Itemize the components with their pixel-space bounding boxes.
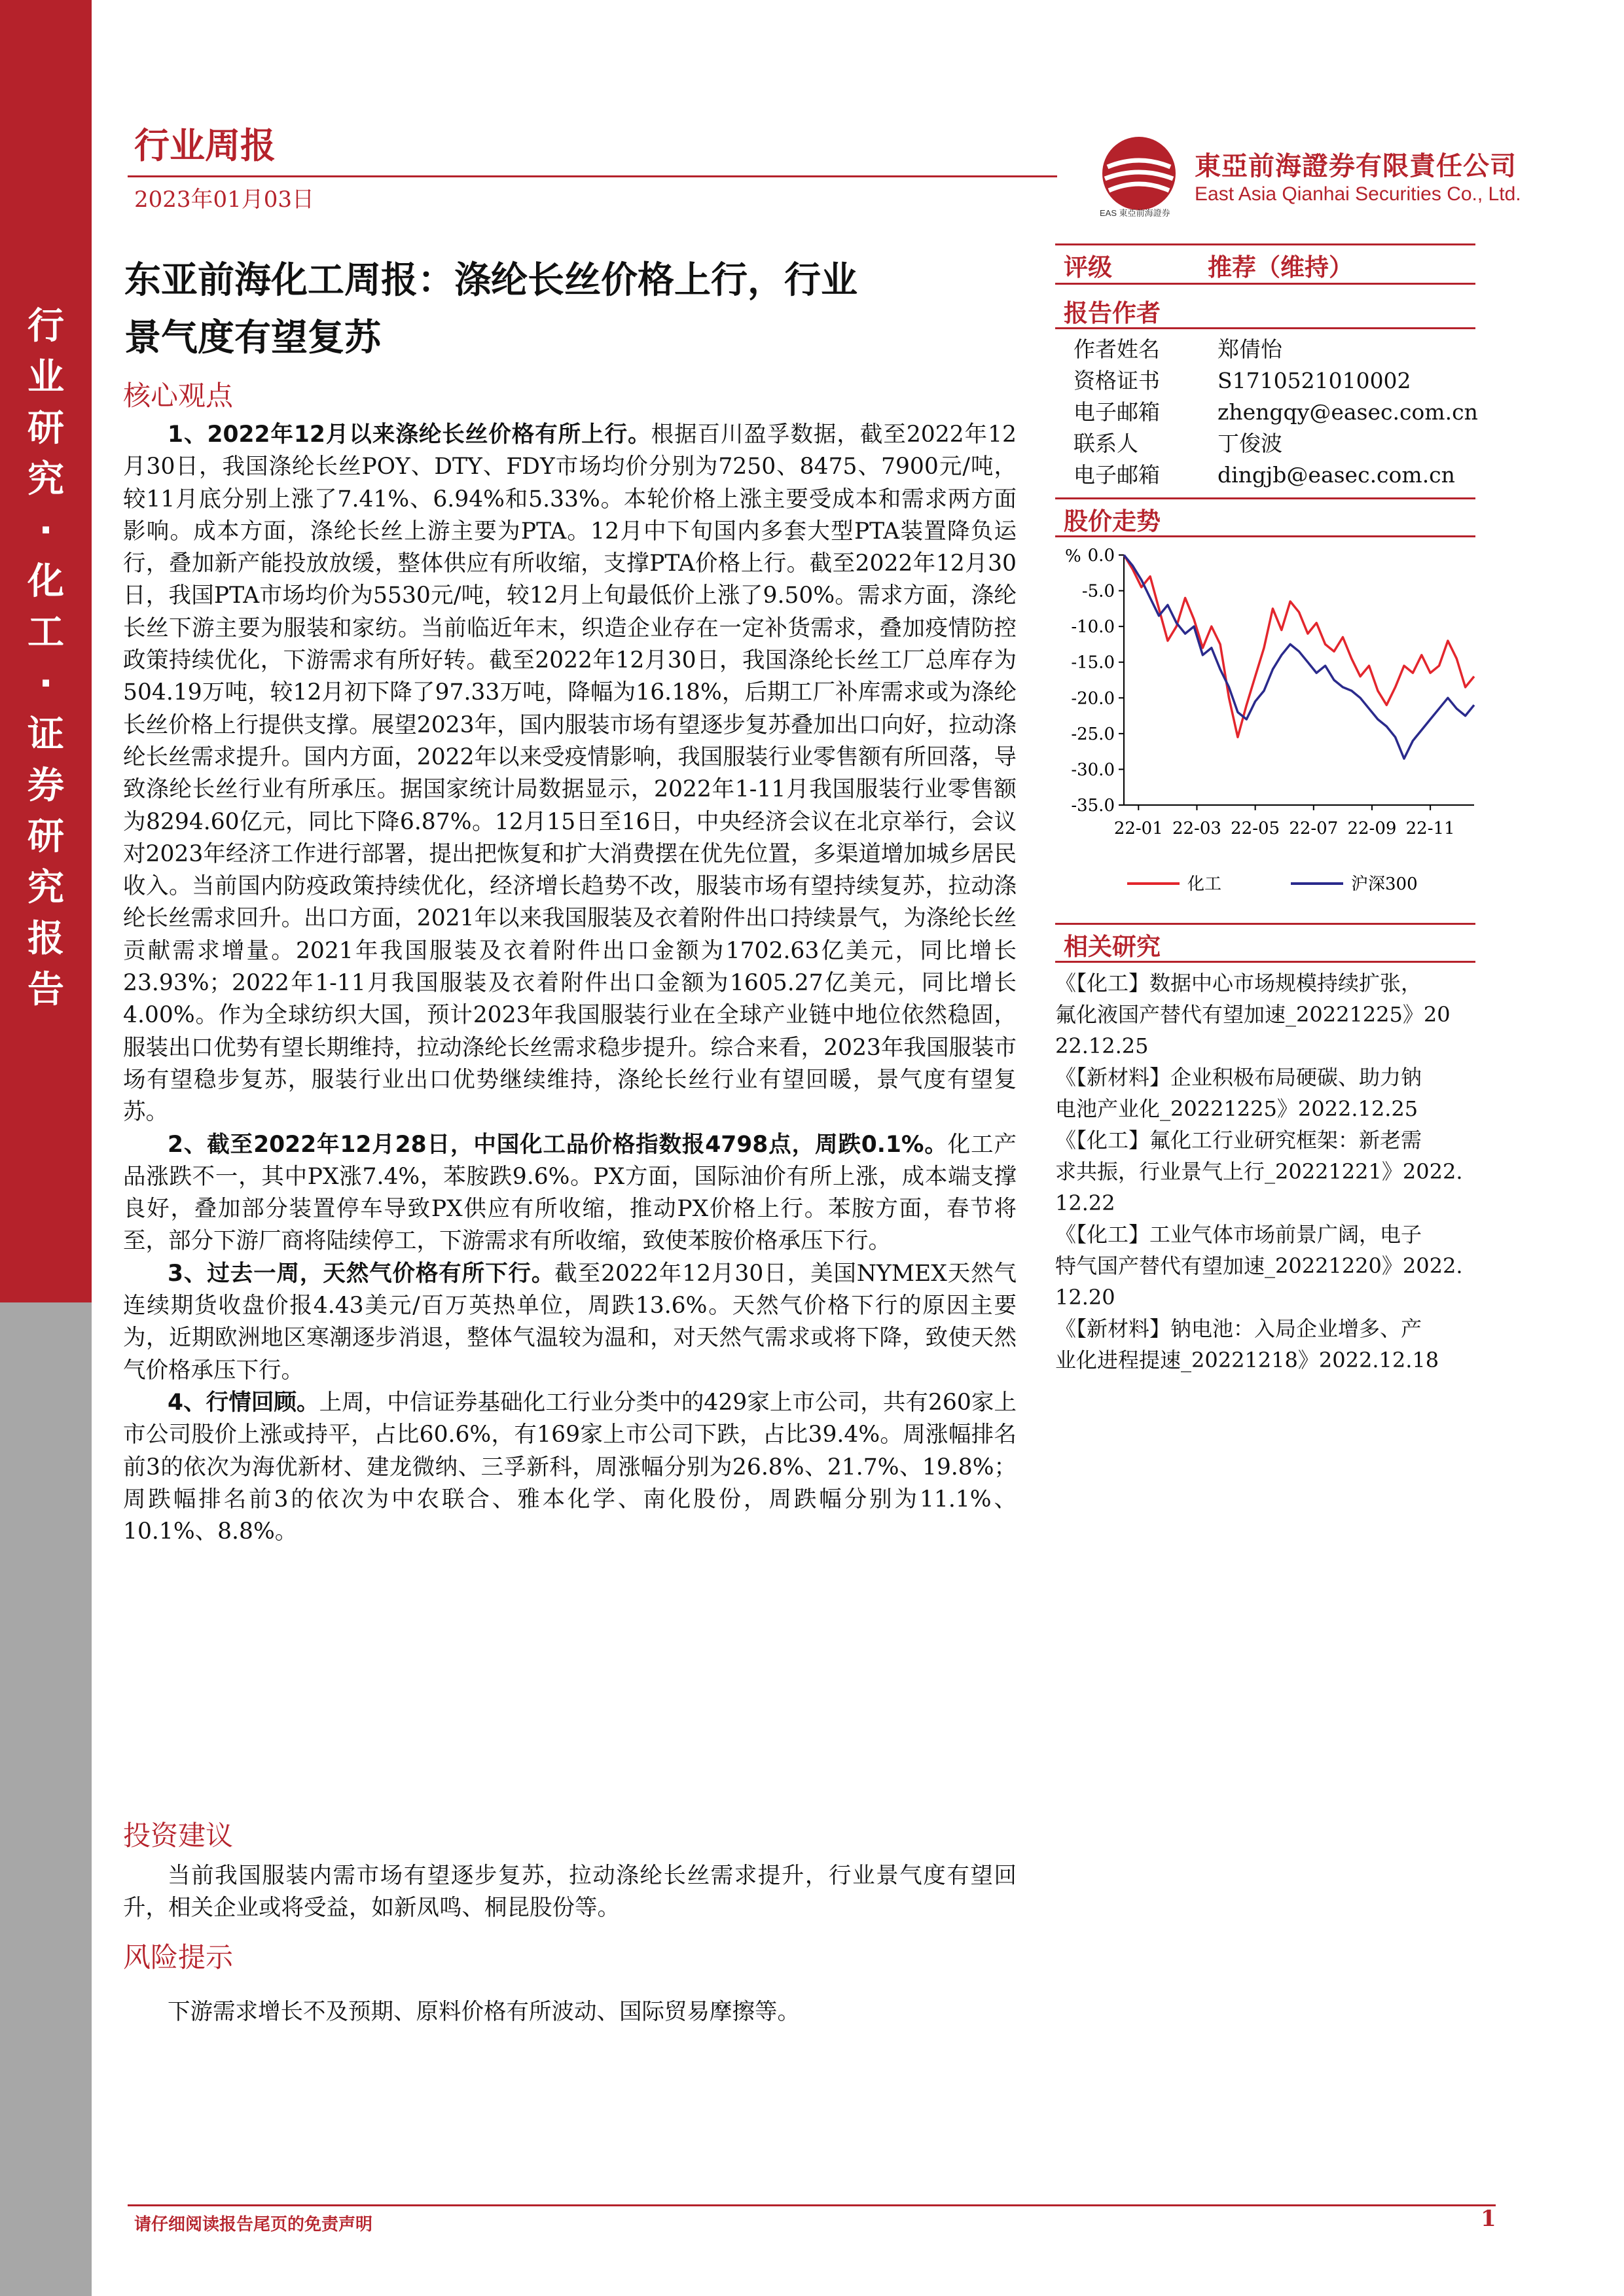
legend-label: 化工 <box>1187 874 1222 894</box>
left-sidebar <box>0 0 92 2296</box>
author-row <box>1074 458 1455 489</box>
stock-divider <box>1055 535 1475 537</box>
core-body <box>123 419 1017 1548</box>
paragraph-lead: 3、过去一周，天然气价格有所下行。 <box>168 1260 555 1287</box>
author-key: 电子邮箱 <box>1074 399 1160 425</box>
y-tick-label: -15.0 <box>1071 653 1115 673</box>
core-paragraph <box>123 1129 1017 1258</box>
related-item-line: 《【化工】工业气体市场前景广阔，电子 <box>1055 1222 1422 1247</box>
company-logo-icon <box>1100 134 1178 213</box>
sidebar-char: · <box>39 509 53 552</box>
y-tick-label: -5.0 <box>1081 581 1115 601</box>
sidebar-char: 研 <box>27 407 64 450</box>
x-tick-label: 22-03 <box>1172 819 1221 838</box>
sidebar-char: 化 <box>27 560 64 603</box>
rating-top-line <box>1055 243 1475 245</box>
company-name-en: East Asia Qianhai Securities Co., Ltd. <box>1195 183 1521 205</box>
author-value: 丁俊波 <box>1218 431 1282 456</box>
sidebar-char: 究 <box>27 867 64 909</box>
rating-label: 评级 <box>1064 253 1112 281</box>
sidebar-char: 究 <box>27 458 64 501</box>
author-key: 电子邮箱 <box>1074 462 1160 488</box>
paragraph-text: 化工产品涨跌不一，其中PX涨7.4%，苯胺跌9.6%。PX方面，国际油价有所上涨，成本端支撑良好，叠加部分装置停车导致PX供应有所收缩，推动PX价格上行。苯胺方面，春节将至，部分下游厂商将陆续停工，下游需求有所收缩，致使苯胺价格承压下行。 <box>123 1131 1017 1255</box>
related-item-line: 电池产业化_20221225》2022.12.25 <box>1055 1096 1418 1121</box>
report-type: 行业周报 <box>134 125 276 166</box>
related-section-title: 相关研究 <box>1064 933 1161 961</box>
y-unit-label: % <box>1065 547 1081 566</box>
rating-bottom-line <box>1055 283 1475 285</box>
author-row <box>1074 427 1282 457</box>
y-tick-label: -35.0 <box>1071 796 1115 816</box>
author-row <box>1074 395 1478 426</box>
title-line: 景气度有望复苏 <box>124 317 381 359</box>
author-email[interactable]: zhengqy@easec.com.cn <box>1218 399 1478 425</box>
related-item-line: 12.22 <box>1055 1191 1115 1215</box>
section-invest-heading: 投资建议 <box>123 1820 234 1852</box>
author-key: 联系人 <box>1074 431 1138 456</box>
sidebar-char: 行 <box>27 305 64 348</box>
author-divider <box>1055 327 1475 329</box>
x-tick-label: 22-01 <box>1113 819 1163 838</box>
x-tick-label: 22-09 <box>1347 819 1397 838</box>
report-date: 2023年01月03日 <box>134 187 315 213</box>
x-tick-label: 22-05 <box>1231 819 1280 838</box>
author-value: S1710521010002 <box>1218 368 1411 393</box>
company-name-cn: 東亞前海證券有限責任公司 <box>1195 151 1517 181</box>
paragraph-text: 根据百川盈孚数据，截至2022年12月30日，我国涤纶长丝POY、DTY、FDY市场均价分别为7250、8475、7900元/吨，较11月底分别上涨了7.41%、6.94%和5.33%。本轮价格上涨主要受成本和需求两方面影响。成本方面，涤纶长丝上游主要为PTA。12月中下旬国内多套大型PTA装置降负运行，叠加新产能投放放缓，整体供应有所收缩，支撑PTA价格上行。截至2022年12月30日，我国PTA市场均价为5530元/吨，较12月上旬最低价上涨了9.50%。需求方面，涤纶长丝下游主要为服装和家纺。当前临近年末，织造企业存在一定补货需求，叠加疫情防控政策持续优化，下游需求有所好转。截至2022年12月30日，我国涤纶长丝工厂总库存为504.19万吨，较12月初下降了97.33万吨，降幅为16.18%，后期工厂补库需求或为涤纶长丝价格上行提供支撑。展望2023年，国内服装市场有望逐步复苏叠加出口向好，拉动涤纶长丝需求提升。国内方面，2022年以来受疫情影响，我国服装行业零售额有所回落，导致涤纶长丝行业有所承压。据国家统计局数据显示，2022年1-11月我国服装行业零售额为8294.60亿元，同比下降6.87%。12月15日至16日，中央经济会议在北京举行，会议对2023年经济工作进行部署，提出把恢复和扩大消费摆在优先位置，多渠道增加城乡居民收入。当前国内防疫政策持续优化，经济增长趋势不改，服装市场有望持续复苏，拉动涤纶长丝需求回升。出口方面，2021年以来我国服装及衣着附件出口持续景气，为涤纶长丝贡献需求增量。2021年我国服装及衣着附件出口金额为1702.63亿美元，同比增长23.93%；2022年1-11月我国服装及衣着附件出口金额为1605.27亿美元，同比增长4.00%。作为全球纺织大国，预计2023年我国服装行业在全球产业链中地位依然稳固，服装出口优势有望长期维持，拉动涤纶长丝需求稳步提升。综合来看，2023年我国服装市场有望稳步复苏，服装行业出口优势继续维持，涤纶长丝行业有望回暖，景气度有望复苏。 <box>123 422 1017 1126</box>
sidebar-char: 券 <box>27 764 64 807</box>
related-research-list <box>1055 967 1500 1376</box>
related-divider <box>1055 961 1475 963</box>
author-key: 作者姓名 <box>1074 336 1160 362</box>
related-item-line: 业化进程提速_20221218》2022.12.18 <box>1055 1348 1439 1372</box>
sidebar-char: 告 <box>27 969 64 1011</box>
y-tick-label: -10.0 <box>1071 617 1115 637</box>
y-tick-label: 0.0 <box>1087 546 1115 565</box>
related-item-line: 《【化工】氟化工行业研究框架：新老需 <box>1055 1128 1422 1153</box>
paragraph-lead: 4、行情回顾。 <box>168 1389 319 1416</box>
related-item-line: 12.20 <box>1055 1285 1115 1310</box>
page-number: 1 <box>1481 2206 1496 2232</box>
related-item-line: 求共振，行业景气上行_20221221》2022. <box>1055 1159 1463 1184</box>
paragraph-lead: 1、2022年12月以来涤纶长丝价格有所上行。 <box>168 422 651 448</box>
related-top-line <box>1055 923 1475 925</box>
stock-price-chart <box>1055 543 1481 910</box>
stock-section-title: 股价走势 <box>1064 507 1161 535</box>
sidebar-char: 工 <box>27 611 64 654</box>
related-item-line: 《【化工】数据中心市场规模持续扩张， <box>1055 971 1422 996</box>
author-email[interactable]: dingjb@easec.com.cn <box>1218 462 1455 488</box>
title-line: 东亚前海化工周报：涤纶长丝价格上行，行业 <box>124 259 857 302</box>
invest-body <box>123 1860 1017 1925</box>
sidebar-char: 研 <box>27 816 64 858</box>
core-paragraph <box>123 1387 1017 1548</box>
section-risk-heading: 风险提示 <box>123 1941 234 1973</box>
related-item-line: 氟化液国产替代有望加速_20221225》20 <box>1055 1002 1451 1027</box>
sidebar-char: · <box>39 662 53 705</box>
y-tick-label: -30.0 <box>1071 760 1115 780</box>
y-tick-label: -20.0 <box>1071 689 1115 709</box>
paragraph-text: 截至2022年12月30日，美国NYMEX天然气连续期货收盘价报4.43美元/百万英热单位，周跌13.6%。天然气价格下行的原因主要为，近期欧洲地区寒潮逐步消退，整体气温较为温和，对天然气需求或将下降，致使天然气价格承压下行。 <box>123 1260 1017 1384</box>
sidebar-gray-band <box>0 1302 92 2296</box>
series-line-chemical <box>1124 555 1474 737</box>
x-tick-label: 22-07 <box>1289 819 1339 838</box>
risk-body <box>123 1996 1017 2028</box>
sidebar-char: 报 <box>27 918 64 960</box>
section-core-heading: 核心观点 <box>123 380 234 412</box>
related-item-line: 特气国产替代有望加速_20221220》2022. <box>1055 1253 1463 1278</box>
logo-caption: EAS 東亞前海證券 <box>1100 208 1170 218</box>
legend-label: 沪深300 <box>1351 874 1418 894</box>
related-item-line: 《【新材料】企业积极布局硬碳、助力钠 <box>1055 1065 1422 1090</box>
core-paragraph <box>123 419 1017 1129</box>
header-divider <box>128 175 1057 177</box>
paragraph-lead: 2、截至2022年12月28日，中国化工品价格指数报4798点，周跌0.1%。 <box>168 1131 948 1158</box>
author-row <box>1074 364 1411 395</box>
risk-text: 下游需求增长不及预期、原料价格有所波动、国际贸易摩擦等。 <box>168 1999 800 2025</box>
sidebar-label <box>0 301 92 1016</box>
paragraph-text: 上周，中信证券基础化工行业分类中的429家上市公司，共有260家上市公司股价上涨或持平，占比60.6%，有169家上市公司下跌，占比39.4%。周涨幅排名前3的依次为海优新材、建龙微纳、三孚新科，周涨幅分别为26.8%、21.7%、19.8%；周跌幅排名前3的依次为中农联合、雅本化学、南化股份，周跌幅分别为11.1%、10.1%、8.8%。 <box>123 1389 1017 1545</box>
author-row <box>1074 332 1282 363</box>
core-paragraph <box>123 1258 1017 1387</box>
y-tick-label: -25.0 <box>1071 724 1115 744</box>
related-item-line: 《【新材料】钠电池：入局企业增多、产 <box>1055 1316 1422 1341</box>
footer-divider <box>128 2204 1496 2206</box>
author-value: 郑倩怡 <box>1218 336 1282 362</box>
disclaimer-note: 请仔细阅读报告尾页的免责声明 <box>134 2215 373 2234</box>
rating-value: 推荐（维持） <box>1208 253 1353 281</box>
sidebar-char: 业 <box>27 356 64 399</box>
author-section-title: 报告作者 <box>1064 299 1161 327</box>
report-title <box>124 252 1028 367</box>
sidebar-char: 证 <box>27 713 64 756</box>
related-item-line: 22.12.25 <box>1055 1033 1149 1058</box>
author-key: 资格证书 <box>1074 368 1160 393</box>
invest-text: 当前我国服装内需市场有望逐步复苏，拉动涤纶长丝需求提升，行业景气度有望回升，相关企业或将受益，如新凤鸣、桐昆股份等。 <box>123 1863 1017 1922</box>
x-tick-label: 22-11 <box>1405 819 1455 838</box>
stock-top-line <box>1055 497 1475 499</box>
